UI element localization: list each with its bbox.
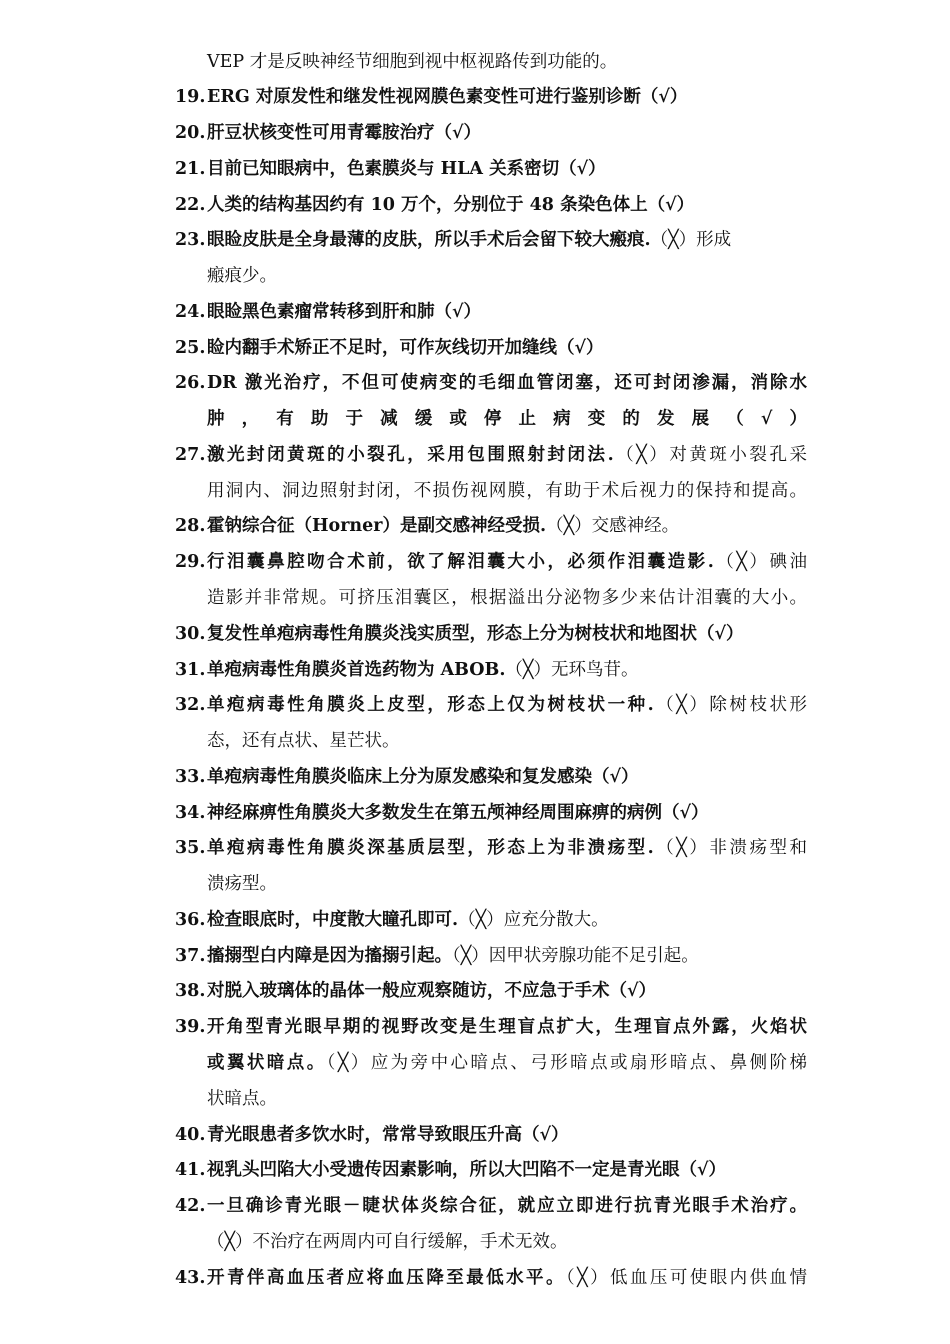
text-line [0, 330, 950, 366]
text-line [0, 1224, 950, 1260]
question-number: 42. [175, 1196, 206, 1216]
answer-explanation: 瘢痕少。 [207, 266, 277, 286]
line-text [207, 258, 277, 294]
text-line [0, 795, 950, 831]
text-line [0, 1117, 950, 1153]
question-statement: 行泪囊鼻腔吻合术前，欲了解泪囊大小，必须作泪囊造影. [207, 552, 714, 572]
line-text [207, 330, 604, 366]
line-text [207, 938, 699, 974]
question-number: 29. [175, 552, 206, 572]
question-number: 21. [175, 159, 206, 179]
text-line [0, 687, 950, 723]
answer-explanation: （╳）因甲状旁腺功能不足引起。 [452, 946, 699, 966]
line-text [207, 473, 807, 509]
text-line [0, 616, 950, 652]
line-text [207, 401, 807, 437]
answer-explanation: 溃疡型。 [207, 874, 277, 894]
answer-explanation: （╳）对黄斑小裂孔采 [613, 445, 807, 465]
text-line [0, 222, 950, 258]
question-number: 39. [175, 1017, 206, 1037]
question-statement: 人类的结构基因约有 10 万个，分别位于 48 条染色体上（√） [207, 195, 695, 215]
question-statement: 肿，有助于减缓或停止病变的发展（√） [207, 409, 807, 429]
answer-explanation: 用洞内、洞边照射封闭，不损伤视网膜，有助于术后视力的保持和提高。 [207, 481, 807, 501]
text-line [0, 830, 950, 866]
question-statement: 或翼状暗点。 [207, 1053, 327, 1073]
text-line [0, 759, 950, 795]
answer-explanation: （╳）形成 [650, 230, 732, 250]
answer-explanation: （╳）不治疗在两周内可自行缓解，手术无效。 [207, 1232, 568, 1252]
question-number: 40. [175, 1125, 206, 1145]
answer-explanation: （╳）碘油 [713, 552, 807, 572]
answer-explanation: （╳）应为旁中心暗点、弓形暗点或扇形暗点、鼻侧阶梯 [326, 1053, 807, 1073]
text-line [0, 401, 950, 437]
line-text [207, 687, 807, 723]
text-line [0, 151, 950, 187]
question-number: 30. [175, 624, 206, 644]
line-text [207, 44, 617, 80]
text-line [0, 723, 950, 759]
question-statement: 眼睑黑色素瘤常转移到肝和肺（√） [207, 302, 482, 322]
question-number: 20. [175, 123, 206, 143]
text-line [0, 652, 950, 688]
line-text [207, 1188, 807, 1224]
question-statement: 眼睑皮肤是全身最薄的皮肤，所以手术后会留下较大瘢痕. [207, 230, 651, 250]
line-text [207, 866, 277, 902]
text-line [0, 187, 950, 223]
text-line [0, 294, 950, 330]
line-text [207, 759, 639, 795]
question-statement: 单疱病毒性角膜炎临床上分为原发感染和复发感染（√） [207, 767, 639, 787]
question-statement: 目前已知眼病中，色素膜炎与 HLA 关系密切（√） [207, 159, 606, 179]
line-text [207, 1152, 726, 1188]
line-text [207, 1224, 568, 1260]
question-statement: 单疱病毒性角膜炎首选药物为 ABOB. [207, 660, 506, 680]
line-text [207, 902, 609, 938]
line-text [207, 544, 807, 580]
line-text [207, 79, 687, 115]
text-line [0, 1188, 950, 1224]
line-text [207, 652, 638, 688]
text-line [0, 544, 950, 580]
line-text [207, 294, 481, 330]
question-statement: 睑内翻手术矫正不足时，可作灰线切开加缝线（√） [207, 338, 604, 358]
question-statement: ERG 对原发性和继发性视网膜色素变性可进行鉴别诊断（√） [207, 87, 688, 107]
line-text [207, 795, 709, 831]
question-statement: 霍钠综合征（Horner）是副交感神经受损. [207, 516, 547, 536]
question-number: 26. [175, 373, 206, 393]
text-line [0, 437, 950, 473]
question-statement: 搐搦型白内障是因为搐搦引起。 [207, 946, 452, 966]
text-line [0, 115, 950, 151]
question-number: 19. [175, 87, 206, 107]
question-statement: 检查眼底时，中度散大瞳孔即可. [207, 910, 459, 930]
question-statement: 复发性单疱病毒性角膜炎浅实质型，形态上分为树枝状和地图状（√） [207, 624, 744, 644]
answer-explanation: （╳）除树枝状形 [653, 695, 807, 715]
question-statement: 一旦确诊青光眼－睫状体炎综合征，就应立即进行抗青光眼手术治疗。 [207, 1196, 807, 1216]
text-line [0, 902, 950, 938]
question-statement: 激光封闭黄斑的小裂孔，采用包围照射封闭法. [207, 445, 614, 465]
question-number: 38. [175, 981, 206, 1001]
text-line [0, 580, 950, 616]
answer-explanation: （╳）低血压可使眼内供血情 [565, 1268, 807, 1288]
question-number: 37. [175, 946, 206, 966]
line-text [207, 1009, 807, 1045]
text-line [0, 1260, 950, 1296]
question-number: 22. [175, 195, 206, 215]
question-statement: 单疱病毒性角膜炎上皮型，形态上仅为树枝状一种. [207, 695, 654, 715]
text-line [0, 44, 950, 80]
line-text [207, 222, 731, 258]
text-line [0, 1152, 950, 1188]
question-statement: DR 激光治疗，不但可使病变的毛细血管闭塞，还可封闭渗漏，消除水 [207, 373, 807, 393]
line-text [207, 115, 481, 151]
line-text [207, 1081, 277, 1117]
answer-explanation: （╳）无环鸟苷。 [505, 660, 639, 680]
answer-explanation: VEP 才是反映神经节细胞到视中枢视路传到功能的。 [207, 52, 618, 72]
question-statement: 开青伴高血压者应将血压降至最低水平。 [207, 1268, 566, 1288]
line-text [207, 973, 656, 1009]
answer-explanation: （╳）非溃疡型和 [653, 838, 807, 858]
question-statement: 开角型青光眼早期的视野改变是生理盲点扩大，生理盲点外露，火焰状 [207, 1017, 807, 1037]
question-number: 32. [175, 695, 206, 715]
question-statement: 肝豆状核变性可用青霉胺治疗（√） [207, 123, 482, 143]
text-line [0, 258, 950, 294]
answer-explanation: （╳）应充分散大。 [458, 910, 609, 930]
text-line [0, 938, 950, 974]
line-text [207, 1045, 807, 1081]
text-line [0, 473, 950, 509]
question-number: 41. [175, 1160, 206, 1180]
text-line [0, 508, 950, 544]
text-line [0, 79, 950, 115]
line-text [207, 437, 807, 473]
line-text [207, 723, 400, 759]
line-text [207, 616, 744, 652]
question-number: 27. [175, 445, 206, 465]
text-line [0, 365, 950, 401]
line-text [207, 508, 679, 544]
answer-explanation: （╳）交感神经。 [546, 516, 680, 536]
answer-explanation: 造影并非常规。可挤压泪囊区，根据溢出分泌物多少来估计泪囊的大小。 [207, 588, 807, 608]
line-text [207, 151, 606, 187]
text-line [0, 866, 950, 902]
line-text [207, 580, 807, 616]
question-number: 25. [175, 338, 206, 358]
question-number: 28. [175, 516, 206, 536]
line-text [207, 365, 807, 401]
text-line [0, 1081, 950, 1117]
text-line [0, 1009, 950, 1045]
question-statement: 视乳头凹陷大小受遗传因素影响，所以大凹陷不一定是青光眼（√） [207, 1160, 726, 1180]
line-text [207, 187, 694, 223]
answer-explanation: 状暗点。 [207, 1089, 277, 1109]
text-line [0, 973, 950, 1009]
question-number: 31. [175, 660, 206, 680]
line-text [207, 1117, 569, 1153]
line-text [207, 1260, 807, 1296]
question-statement: 神经麻痹性角膜炎大多数发生在第五颅神经周围麻痹的病例（√） [207, 803, 709, 823]
question-number: 33. [175, 767, 206, 787]
question-number: 34. [175, 803, 206, 823]
question-statement: 对脱入玻璃体的晶体一般应观察随访，不应急于手术（√） [207, 981, 656, 1001]
question-number: 24. [175, 302, 206, 322]
text-line [0, 1045, 950, 1081]
question-number: 36. [175, 910, 206, 930]
line-text [207, 830, 807, 866]
question-number: 43. [175, 1268, 206, 1288]
answer-explanation: 态，还有点状、星芒状。 [207, 731, 400, 751]
question-number: 35. [175, 838, 206, 858]
question-statement: 单疱病毒性角膜炎深基质层型，形态上为非溃疡型. [207, 838, 654, 858]
question-number: 23. [175, 230, 206, 250]
question-statement: 青光眼患者多饮水时，常常导致眼压升高（√） [207, 1125, 569, 1145]
